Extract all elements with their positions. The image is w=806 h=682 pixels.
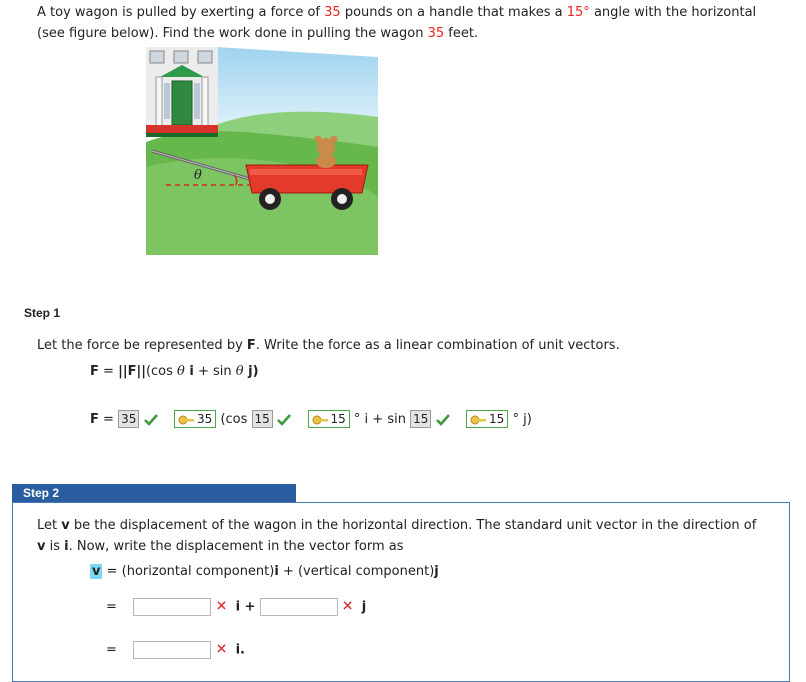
key-force-value: 35: [197, 412, 213, 426]
step1-instruction: [37, 338, 620, 353]
answer-key-force: [174, 410, 216, 428]
text-part: is: [45, 539, 65, 554]
incorrect-mark-icon: ✕: [215, 641, 228, 658]
question-text: [37, 2, 777, 44]
entered-force-box: 35: [118, 410, 139, 428]
displacement-row-2: [106, 641, 245, 659]
step2-line1: [37, 518, 756, 533]
key-icon: [178, 414, 194, 426]
wagon-illustration: [146, 47, 378, 255]
displacement-formula: [90, 564, 439, 579]
force-value: 35: [324, 5, 341, 20]
answer-lhs: F: [90, 412, 99, 427]
formula-j: j: [434, 564, 439, 579]
key-angle-value: 15: [330, 412, 346, 426]
formula-part: + (vertical component): [278, 564, 435, 579]
question-part: angle with the horizontal (see figure below). Find the work done in pulling the wagon: [37, 5, 757, 41]
formula-part: + sin: [193, 364, 236, 379]
formula-theta: θ: [235, 364, 244, 379]
answer-key-angle-1: [308, 410, 350, 428]
question-part: feet.: [444, 26, 479, 41]
step2-line2: [37, 539, 403, 554]
answer-part: (cos: [220, 412, 248, 427]
key-icon: [470, 414, 486, 426]
formula-theta: θ: [177, 364, 185, 379]
vector-v: v: [37, 539, 46, 554]
entered-angle-box-1: 15: [252, 410, 273, 428]
horizontal-component-input[interactable]: [133, 598, 211, 616]
row-eq: =: [106, 599, 117, 615]
vector-v: v: [61, 518, 70, 533]
answer-key-angle-2: [466, 410, 508, 428]
checkmark-icon: [436, 413, 450, 426]
distance-value: 35: [427, 26, 445, 41]
formula-eq: =: [106, 564, 118, 579]
formula-lhs: F: [90, 364, 99, 379]
row-eq: =: [106, 642, 117, 658]
displacement-row-1: [106, 598, 366, 616]
answer-part: ° i + sin: [353, 412, 406, 427]
formula-part: (cos: [145, 364, 178, 379]
step1-label: Step 1: [24, 306, 61, 320]
displacement-input[interactable]: [133, 641, 211, 659]
formula-norm: ||F||: [118, 364, 146, 379]
theta-label: θ: [194, 168, 202, 183]
question-part: pounds on a handle that makes a: [340, 5, 567, 20]
instruction-part: . Write the force as a linear combination of unit vectors.: [255, 338, 620, 353]
highlighted-v: v: [92, 564, 101, 579]
unit-j: j: [361, 599, 367, 615]
unit-i-plus: i +: [235, 599, 256, 615]
question-part: A toy wagon is pulled by exerting a force of: [37, 5, 325, 20]
formula-j: j): [243, 364, 259, 379]
unit-i: i.: [235, 642, 245, 658]
formula-i: i: [184, 364, 194, 379]
checkmark-icon: [277, 413, 291, 426]
formula-eq: =: [103, 364, 114, 379]
answer-eq: =: [103, 412, 114, 427]
vertical-component-input[interactable]: [260, 598, 338, 616]
incorrect-mark-icon: ✕: [341, 598, 354, 615]
key-angle-value: 15: [489, 412, 505, 426]
incorrect-mark-icon: ✕: [215, 598, 228, 615]
vector-i: i: [64, 539, 69, 554]
formula-part: (horizontal component): [121, 564, 275, 579]
text-part: Let: [37, 518, 62, 533]
key-icon: [312, 414, 328, 426]
step2-header[interactable]: Step 2: [12, 484, 296, 503]
force-answer-row: [90, 410, 532, 428]
formula-i: i: [274, 564, 279, 579]
instruction-part: Let the force be represented by: [37, 338, 247, 353]
entered-angle-box-2: 15: [410, 410, 431, 428]
checkmark-icon: [144, 413, 158, 426]
text-part: . Now, write the displacement in the vector form as: [68, 539, 404, 554]
instruction-bold: F: [246, 338, 256, 353]
answer-part: ° j): [512, 412, 532, 427]
text-part: be the displacement of the wagon in the horizontal direction. The standard unit vector in the direction of: [69, 518, 757, 533]
angle-value: 15°: [566, 5, 590, 20]
force-formula: [90, 364, 259, 379]
